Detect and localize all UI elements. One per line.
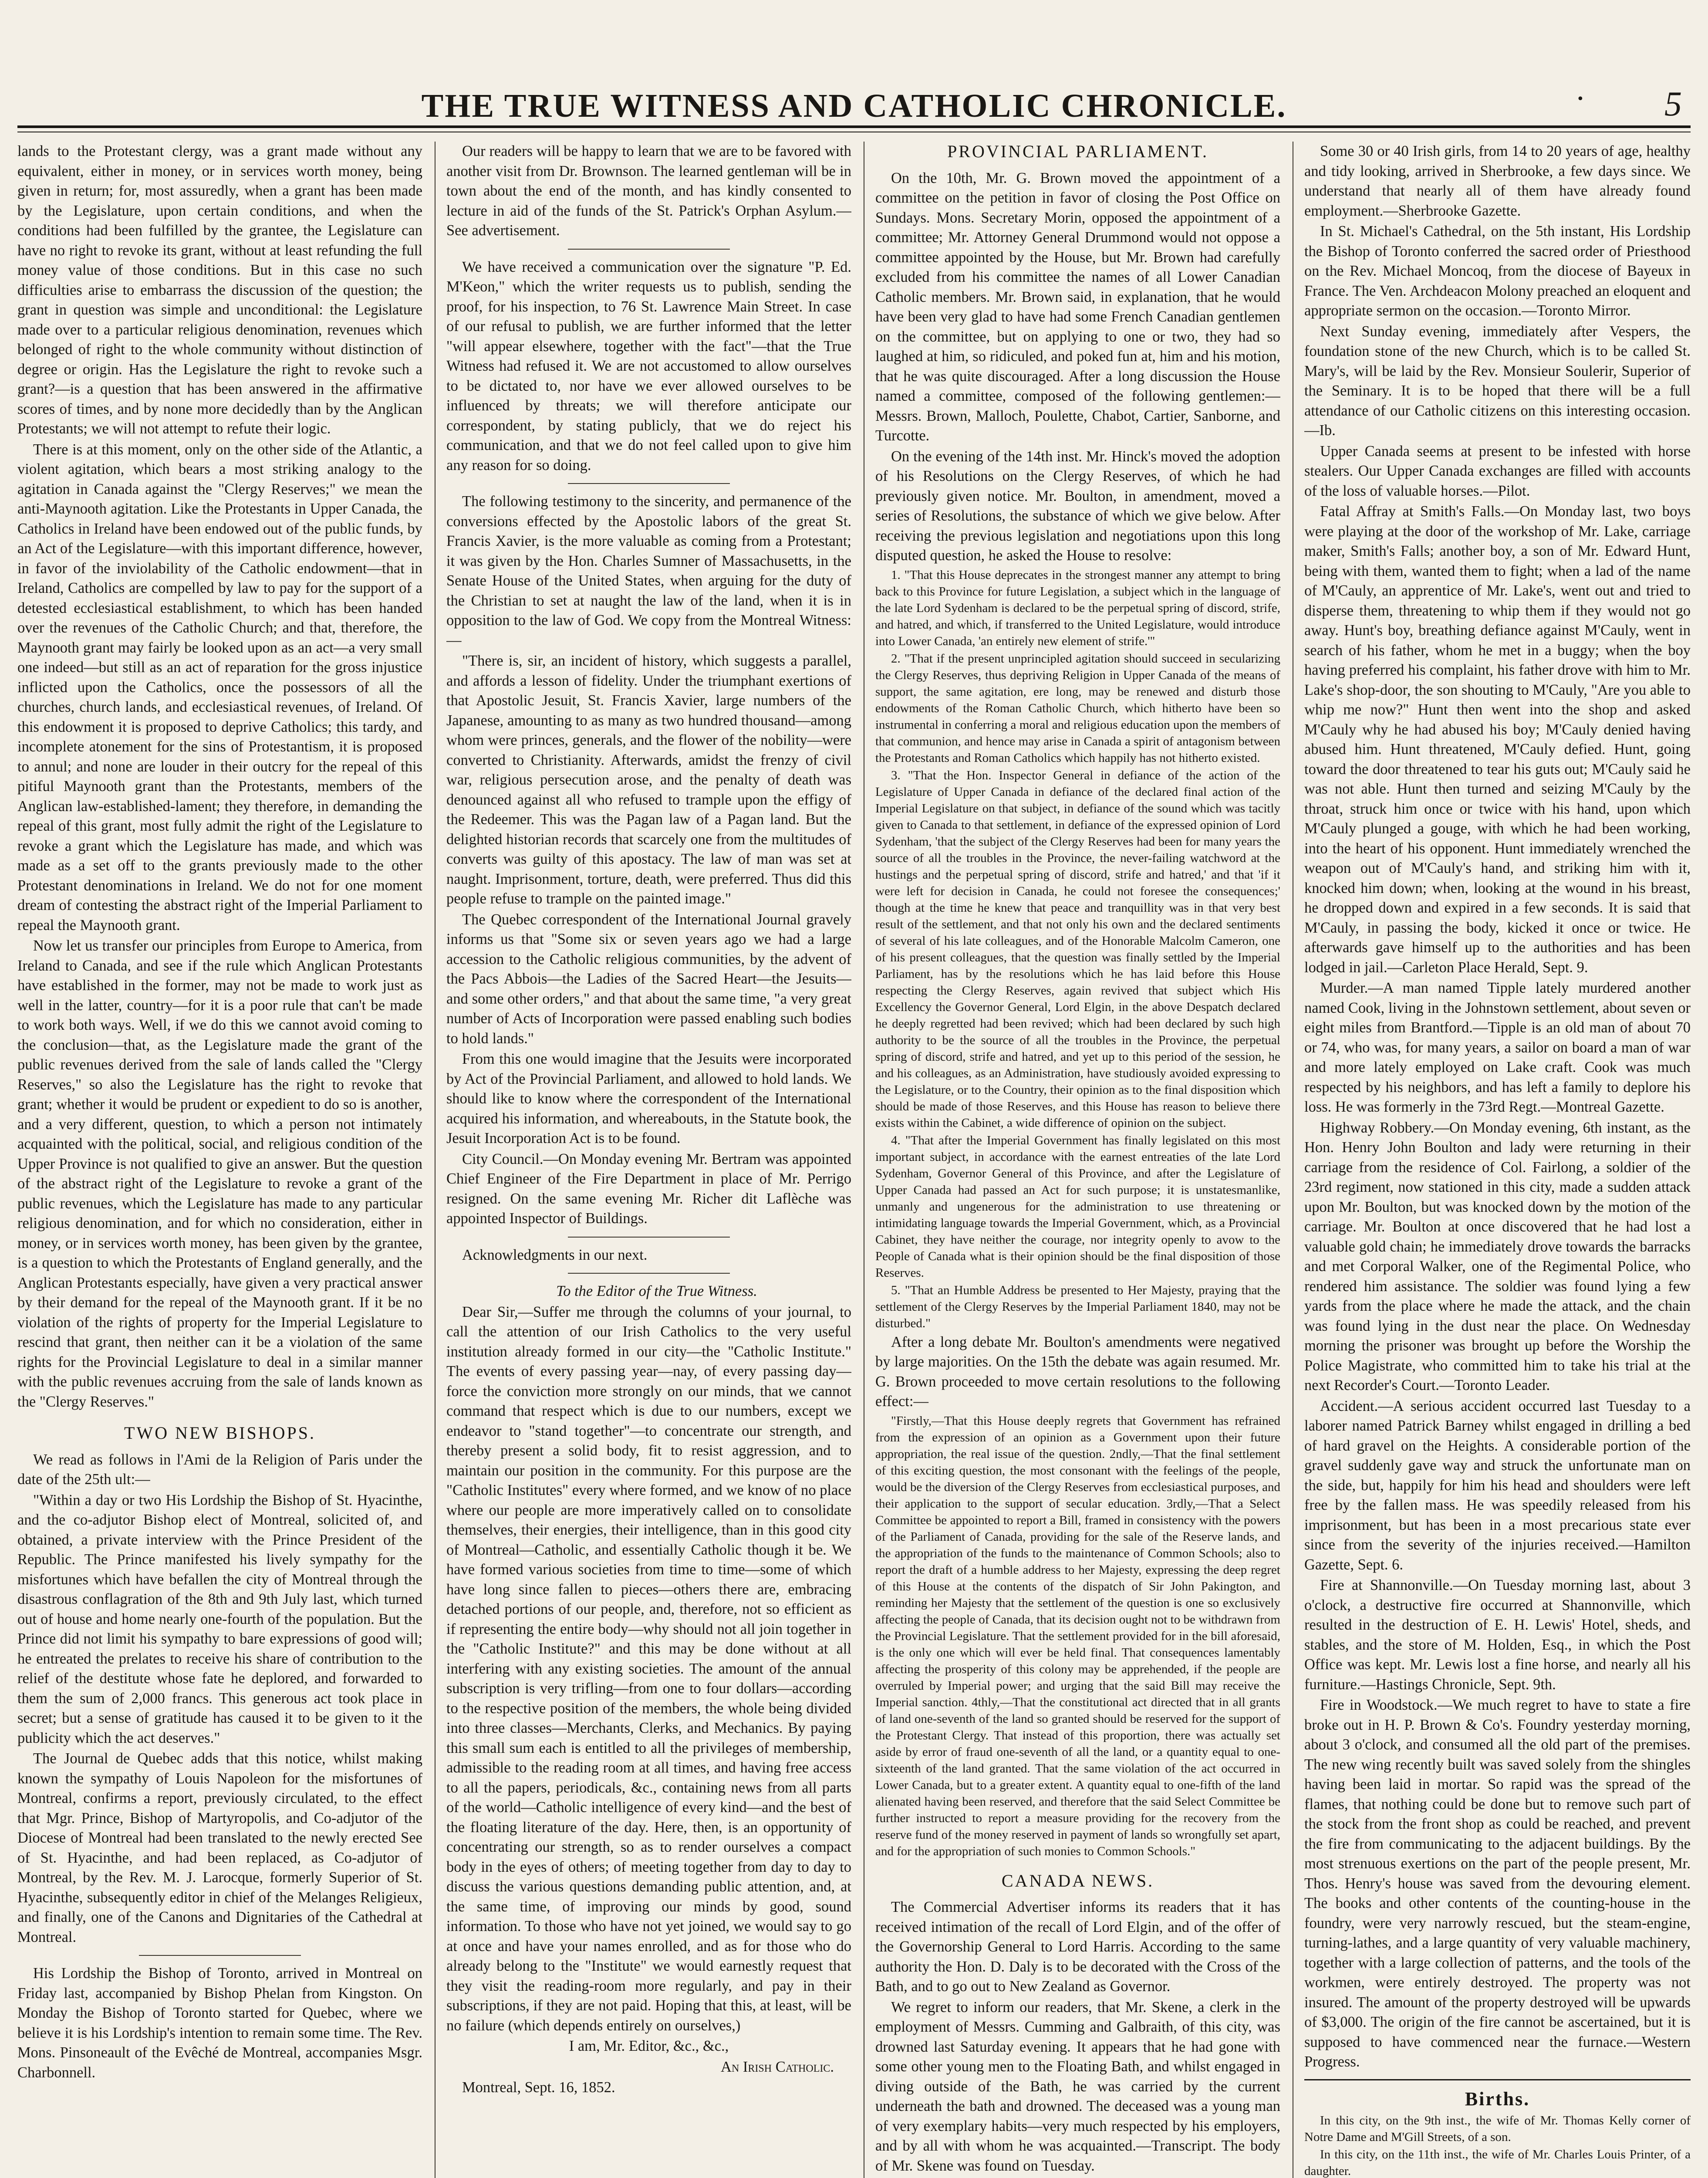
column-2 xyxy=(446,142,851,2178)
article-paragraph: Our readers will be happy to learn that we are to be favored with another visit from Dr. Brownson. The learned gentleman will be in town about the end of the month, and has kindly consented to lecture in aid of the funds of the St. Patrick's Orphan Asylum.—See advertisement. xyxy=(446,143,851,239)
article-paragraph: His Lordship the Bishop of Toronto, arrived in Montreal on Friday last, accompanied by Bishop Phelan from Kingston. On Monday the Bishop of Toronto started for Quebec, where we believe it is his Lordship's intention to remain some time. The Rev. Mons. Pinsoneault of the Evêché de Montreal, accompanies Msgr. Charbonnell. xyxy=(17,1965,422,2081)
article-paragraph: City Council.—On Monday evening Mr. Bertram was appointed Chief Engineer of the Fire Department in place of Mr. Perrigo resigned. On the same evening Mr. Richer dit Laflèche was appointed Inspector of Buildings. xyxy=(446,1150,851,1227)
column-3 xyxy=(875,142,1280,2178)
article-paragraph: Fire at Shannonville.—On Tuesday morning last, about 3 o'clock, a destructive fire occurred at Shannonville, which resulted in the destruction of E. H. Lewis' Hotel, sheds, and stables, and the store of M. Holden, Esq., in which the Post Office was kept. Mr. Lewis lost a fine horse, and nearly all his furniture.—Hastings Chronicle, Sept. 9th. xyxy=(1304,1577,1691,1693)
birth-notice: In this city, on the 11th inst., the wife of Mr. Charles Louis Printer, of a daughter. xyxy=(1304,2148,1691,2178)
article-paragraph: "Within a day or two His Lordship the Bishop of St. Hyacinthe, and the co-adjutor Bishop elect of Montreal, solicited of, and obtained, a private interview with the Prince President of the Republic. The Prince manifested his lively sympathy for the misfortunes which have befallen the city of Montreal through the disastrous conflagration of the 8th and 9th July last, which turned out of house and home nearly one-fourth of the population. But the Prince did not limit his sympathy to bare expressions of good will; he entreated the prelates to receive his share of contribution to the relief of the destitute whose fate he deplored, and forwarded to them the sum of 2,000 francs. This generous act took place in secret; but a sense of gratitude has caused it to be given to it the publicity which the act deserves." xyxy=(17,1491,422,1746)
resolution-text: 3. "That the Hon. Inspector General in defiance of the action of the Legislature of Upper Canada in defiance of the declared final action of the Imperial Legislature on that subject, in defiance of the sound which was tacitly given to Canada to that settlement, in defiance of the expressed opinion of Lord Sydenham, 'that the subject of the Clergy Reserves had been for many years the source of all the troubles in the Province, the never-failing watchword at the hustings and the perpetual spring of discord, strife and hatred,' and that 'if it were left for decision in Canada, he could not foresee the consequences;' though at the time he knew that peace and tranquillity was in that very best result of the settlement, and that not only his own and the declared sentiments of several of his late colleagues, and of the Honorable Malcolm Cameron, one of his present colleagues, that the question was finally settled by the Imperial Parliament, has by the resolutions which he has laid before this House respecting the Clergy Reserves, again revived that subject which His Excellency the Governor General, Lord Elgin, in the above Despatch declared he deeply regretted had been revived; which had been declared by such high authority to be the source of all the troubles in the Province, the perpetual spring of discord, strife and hatred, and yet up to this period of the session, he and his colleagues, as an Administration, have studiously avoided expressing to the Legislature, or to the Country, their opinion as to the final disposition which should be made of those Reserves, and this House has reason to believe there exists within the Cabinet, a wide difference of opinion on the subject. xyxy=(875,768,1280,1130)
birth-notice: In this city, on the 9th inst., the wife of Mr. Thomas Kelly corner of Notre Dame and M'Gill Streets, of a son. xyxy=(1304,2114,1691,2144)
article-paragraph: Upper Canada seems at present to be infested with horse stealers. Our Upper Canada exchanges are filled with accounts of the loss of valuable horses.—Pilot. xyxy=(1304,443,1691,499)
masthead-rule xyxy=(17,125,1691,128)
section-rule xyxy=(1304,2079,1691,2080)
page-columns xyxy=(17,142,1691,2178)
letter-body: Dear Sir,—Suffer me through the columns of your journal, to call the attention of our Irish Catholics to the very useful institution already formed in our city—the "Catholic Institute." The events of every passing year—nay, of every passing day—force the conviction more strongly on our minds, that we cannot command that respect which is due to our numbers, except we endeavor to "stand together"—to concentrate our strength, and thereby present a solid body, fit to resist aggression, and to maintain our position in the community. For this purpose are the "Catholic Institutes" every where formed, and we know of no place where our people are more imperatively called on to consolidate themselves, their energies, their intelligence, than in this good city of Montreal—Catholic, and essentially Catholic though it be. We have formed various societies from time to time—some of which have long since fallen to pieces—others there are, embracing detached portions of our people, and, therefore, not so efficient as if representing the entire body—why should not all join together in the "Catholic Institute?" and this may be done without at all interfering with any existing societies. The amount of the annual subscription is very trifling—from one to four dollars—according to the respective position of the members, the whole being divided into three classes—Merchants, Clerks, and Mechanics. By paying this small sum each is entitled to all the privileges of membership, admissible to the reading room at all times, and having free access to all the papers, periodicals, &c., containing news from all parts of the world—Catholic intelligence of every kind—and the best of the floating literature of the day. Here, then, is an opportunity of concentrating our strength, so as to render ourselves a compact body in the eyes of others; of meeting together from day to day to discuss the various questions demanding public attention, and, at the same time, of improving our minds by good, sound information. To those who have not yet joined, we would say to go at once and have your names enrolled, and as for those who do already belong to the "Institute" we would earnestly request that they visit the reading-room more regularly, and pay in their subscriptions, if they are not paid. Hoping that this, at least, will be no failure (which depends entirely on ourselves,) xyxy=(446,1303,851,2034)
article-paragraph: Fire in Woodstock.—We much regret to have to state a fire broke out in H. P. Brown & Co's. Foundry yesterday morning, about 3 o'clock, and consumed all the old part of the premises. The new wing recently built was saved solely from the shingles having been laid in mortar. So rapid was the spread of the flames, that nothing could be done but to remove such part of the stock from the front shop as could be reached, and prevent the fire from communicating to the adjacent buildings. By the most strenuous exertions on the part of the people present, Mr. Thos. Henry's house was saved from the devouring element. The books and other contents of the counting-house in the foundry, were very narrowly rescued, but the steam-engine, turning-lathes, and a large quantity of very valuable machinery, together with a large collection of patterns, and the tools of the workmen, were entirely destroyed. The property was not insured. The amount of the property destroyed will be upwards of $3,000. The origin of the fire cannot be ascertained, but it is supposed to have commenced near the furnace.—Western Progress. xyxy=(1304,1697,1691,2070)
separator xyxy=(568,483,730,484)
resolution-text: 5. "That an Humble Address be presented to Her Majesty, praying that the settlement of the Clergy Reserves by the Imperial Parliament 1840, may not be disturbed." xyxy=(875,1283,1280,1330)
article-paragraph: Murder.—A man named Tipple lately murdered another named Cook, living in the Johnstown settlement, about seven or eight miles from Brantford.—Tipple is an old man of about 70 or 74, who was, for many years, a sailor on board a man of war and more lately employed on Lake craft. Cook was much respected by his neighbors, and has left a family to deplore his loss. He was formerly in the 73rd Regt.—Montreal Gazette. xyxy=(1304,980,1691,1115)
separator xyxy=(568,249,730,250)
article-paragraph: In St. Michael's Cathedral, on the 5th instant, His Lordship the Bishop of Toronto conferred the sacred order of Priesthood on the Rev. Michael Moncoq, from the diocese of Bayeux in France. The Ven. Archdeacon Molony preached an eloquent and appropriate sermon on the occasion.—Toronto Mirror. xyxy=(1304,223,1691,319)
section-heading: PROVINCIAL PARLIAMENT. xyxy=(947,142,1208,161)
article-paragraph: We have received a communication over the signature "P. Ed. M'Keon," which the writer requests us to publish, sending the proof, for his inspection, to 76 St. Lawrence Main Street. In case of our refusal to publish, we are further informed that the letter "will appear elsewhere, together with the fact"—that the True Witness had refused it. We are not accustomed to allow ourselves to be dictated to, nor have we ever allowed ourselves to be influenced by threats; we will therefore anticipate our correspondent, by stating publicly, that we do reject his communication, and that we do not feel called upon to give him any reason for so doing. xyxy=(446,258,851,473)
column-4 xyxy=(1304,142,1691,2178)
letter-heading: To the Editor of the True Witness. xyxy=(556,1283,757,1299)
section-heading: CANADA NEWS. xyxy=(1001,1870,1154,1891)
resolution-text: 2. "That if the present unprincipled agitation should succeed in secularizing the Clergy Reserves, thus depriving Religion in Upper Canada of the means of support, the same agitation, ere long, may be renewed and disturb those endowments of the Roman Catholic Church, which hitherto have been so instrumental in conferring a moral and religious education upon the members of that communion, and hence may arise in Canada a spirit of antagonism between the Protestants and Roman Catholics which happily has not hitherto existed. xyxy=(875,651,1280,765)
letter-dateline: Montreal, Sept. 16, 1852. xyxy=(462,2079,615,2096)
letter-closing: I am, Mr. Editor, &c., &c., xyxy=(569,2038,729,2054)
article-paragraph: Fatal Affray at Smith's Falls.—On Monday last, two boys were playing at the door of the workshop of Mr. Lake, carriage maker, Smith's Falls; another boy, a son of Mr. Edward Hunt, being with them, wanted them to fight; when a lad of the name of M'Cauly, an apprentice of Mr. Lake's, went out and tried to disperse them, threatening to whip them if they would not go away. Hunt's boy, breathing defiance against M'Cauly, went in search of his father, whom he met in a buggy; when the boy having preferred his complaint, his father drove with him to Mr. Lake's shop-door, the son shouting to M'Cauly, "Are you able to whip me now?" Hunt then went into the shop and asked M'Cauly why he had abused his boy; M'Cauly denied having abused him. Hunt threatened, M'Cauly defied. Hunt, going toward the door threatened to tear his guts out; M'Cauly said he was not able. Hunt then turned and seizing M'Cauly by the throat, struck him once or twice with his hand, upon which M'Cauly plunged a gouge, with which he had been working, into the heart of his opponent. Hunt immediately wrenched the weapon out of M'Cauly's hand, and striking him with it, knocked him down; when, looking at the wound in his breast, he dropped down and expired in a few seconds. It is said that M'Cauly, in passing the body, kicked it once or twice. He afterwards gave himself up to the authorities and has been lodged in jail.—Carleton Place Herald, Sept. 9. xyxy=(1304,503,1691,976)
article-paragraph: The Journal de Quebec adds that this notice, whilst making known the sympathy of Louis Napoleon for the misfortunes of Montreal, confirms a report, previously circulated, to the effect that Mgr. Prince, Bishop of Martyropolis, and Co-adjutor of the Diocese of Montreal had been translated to the newly erected See of St. Hyacinthe, and had been replaced, as Co-adjutor of Montreal, by the Rev. M. J. Larocque, formerly Superior of St. Hyacinthe, subsequently editor in chief of the Melanges Religieux, and finally, one of the Canons and Dignitaries of the Cathedral at Montreal. xyxy=(17,1750,422,1945)
article-paragraph: There is at this moment, only on the other side of the Atlantic, a violent agitation, which bears a most striking analogy to the agitation in Canada against the "Clergy Reserves;" we mean the anti-Maynooth agitation. Like the Protestants in Upper Canada, the Catholics in Ireland have been endowed out of the public funds, by an Act of the Legislature—with this important difference, however, in favor of the inviolability of the Catholic endowment—that in Ireland, Catholics are compelled by law to pay for the support of a detested ecclesiastical establishment, to which has been handed over the revenues of the Catholic Church; and that, therefore, the Maynooth grant may fairly be looked upon as an act—a very small one indeed—but still as an act of reparation for the gross injustice inflicted upon the Catholics, once the possessors of all the churches, church lands, and ecclesiastical revenues, of Ireland. Of this endowment it is proposed to deprive Catholics; this tardy, and incomplete atonement for the sins of Protestantism, it is proposed to annul; and none are louder in their outcry for the repeal of this pitiful Maynooth grant than the Protestants, members of the Anglican law-established-lament; they therefore, in demanding the repeal of this grant, most fully admit the right of the Legislature to revoke a grant which the Legislature has made, and which was made as a set off to the grants previously made to the other Protestant denominations in Ireland. We do not for one moment dream of contesting the abstract right of the Imperial Parliament to repeal the Maynooth grant. xyxy=(17,441,422,933)
separator xyxy=(568,1273,730,1274)
births-heading: Births. xyxy=(1465,2088,1530,2110)
article-paragraph: The Commercial Advertiser informs its readers that it has received intimation of the recall of Lord Elgin, and of the offer of the Governorship General to Lord Harris. According to the same authority the Hon. D. Daly is to be decorated with the Cross of the Bath, and to go out to New Zealand as Governor. xyxy=(875,1899,1280,1995)
article-paragraph: Next Sunday evening, immediately after Vespers, the foundation stone of the new Church, which is to be called St. Mary's, will be laid by the Rev. Monsieur Soulerir, Superior of the Seminary. It is to be hoped that there will be a full attendance of our Catholic citizens on this interesting occasion.—Ib. xyxy=(1304,323,1691,439)
resolution-text: 4. "That after the Imperial Government has finally legislated on this most important subject, in accordance with the earnest entreaties of the late Lord Sydenham, Governor General of this Province, and after the Legislature of Upper Canada had passed an Act for such purpose; it is unstatesmanlike, unmanly and ungenerous for the administration to use threatening or intimidating language towards the Imperial Government, which, as a Provincial Cabinet, they have neither the courage, nor integrity openly to avow to the People of Canada what is their opinion should be the final disposition of those Reserves. xyxy=(875,1133,1280,1280)
acknowledgment-note: Acknowledgments in our next. xyxy=(462,1246,648,1263)
separator xyxy=(139,1955,301,1956)
article-paragraph: Now let us transfer our principles from Europe to America, from Ireland to Canada, and see if the rule which Anglican Protestants have established in the former, may not be made to work just as well in the latter, country—for it is a poor rule that can't be made to work both ways. Well, if we do this we cannot avoid coming to the conclusion—that, as the Legislature made the grant of the public revenues derived from the sale of lands called the "Clergy Reserves," so also the Legislature has the right to revoke that grant; whether it would be prudent or expedient to do so is another, and a very different, question, to which a person not intimately acquainted with the political, social, and religious condition of the Upper Province is not qualified to give an answer. But the question of the abstract right of the Legislature to revoke a grant of the public revenues, which the Legislature has made to any particular religious denomination, and for which no consideration, either in money, or in services worth money, has been given by the grantee, is a question to which the Protestants of England generally, and the Anglican Protestants especially, have given a very practical answer by their demand for the repeal of the Maynooth grant. If it be no violation of the rights of property for the Imperial Legislature to rescind that grant, then neither can it be a violation of the same rights for the Provincial Legislature to deal in a similar manner with the public revenues accruing from the sale of lands known as the "Clergy Reserves." xyxy=(17,937,422,1410)
resolution-text: 1. "That this House deprecates in the strongest manner any attempt to bring back to this Province for future Legislation, a subject which in the language of the late Lord Sydenham is declared to be the perpetual spring of discord, strife, and hatred, and which, if transferred to the United Legislature, would introduce into Lower Canada, 'an entirely new element of strife.'" xyxy=(875,568,1280,648)
masthead xyxy=(17,70,1691,135)
article-paragraph: The following testimony to the sincerity, and permanence of the conversions effected by the Apostolic labors of the great St. Francis Xavier, is the more valuable as coming from a Protestant; it was given by the Hon. Charles Sumner of Massachusetts, in the Senate House of the United States, when arguing for the duty of the Christian to set at naught the law of the land, when it is in opposition to the law of God. We copy from the Montreal Witness:— xyxy=(446,493,851,649)
resolution-text: "Firstly,—That this House deeply regrets that Government has refrained from the expression of an opinion as a Government upon their future appropriation, the real issue of the question. 2ndly,—That the final settlement of this exciting question, the most consonant with the feelings of the people, would be the diversion of the Clergy Reserves from ecclesiastical purposes, and their application to the support of secular education. 3rdly,—That a Select Committee be appointed to report a Bill, framed in consistency with the powers of the Parliament of Canada, providing for the sale of the Reserve lands, and the appropriation of the funds to the maintenance of Common Schools; also to report the draft of a humble address to her Majesty, expressing the deep regret of this House at the contents of the dispatch of Sir John Pakington, and reminding her Majesty that the settlement of the question is one so exclusively affecting the people of Canada, that its decision ought not to be withdrawn from the Provincial Legislature. That the settlement provided for in the bill aforesaid, is the only one which will ever be held final. That consequences lamentably affecting the prosperity of this colony may be apprehended, if the people are overruled by Imperial power; and urging that the said Bill may receive the Imperial sanction. 4thly,—That the constitutional act directed that in all grants of land one-seventh of the land so granted should be reserved for the support of the Protestant Clergy. That instead of this proportion, there was actually set aside by error of fraud one-seventh of all the land, or a quantity equal to one-sixteenth of the land granted. That the same violation of the act occurred in Lower Canada, but to a greater extent. A quantity equal to one-fifth of the land alienated having been reserved, and therefore that the said Select Committee be further instructed to report a measure providing for the recovery from the reserve fund of the money reserved in payment of lands so wrongfully set apart, and for the appropriation of such monies to Common Schools." xyxy=(875,1414,1280,1858)
article-paragraph: Accident.—A serious accident occurred last Tuesday to a laborer named Patrick Barney whilst engaged in drilling a bed of hard gravel on the Heights. A considerable portion of the gravel suddenly gave way and struck the unfortunate man on the side, but, happily for him his head and shoulders were left free by the fallen mass. He was speedily released from his imprisonment, but has been in a most precarious state ever since from the severity of the injuries received.—Hamilton Gazette, Sept. 6. xyxy=(1304,1397,1691,1573)
column-1 xyxy=(17,142,422,2178)
article-paragraph: "There is, sir, an incident of history, which suggests a parallel, and affords a lesson of fidelity. Under the triumphant exertions of that Apostolic Jesuit, St. Francis Xavier, large numbers of the Japanese, amounting to as many as two hundred thousand—among whom were princes, generals, and the flower of the nobility—were converted to Christianity. Afterwards, amidst the frenzy of civil war, religious persecution arose, and the penalty of death was denounced against all who refused to trample upon the effigy of the Redeemer. This was the Pagan law of a Pagan land. But the delighted historian records that scarcely one from the multitudes of converts was guilty of this apostacy. The law of man was set at naught. Imprisonment, torture, death, were preferred. Thus did this people refuse to trample on the painted image." xyxy=(446,653,851,907)
article-paragraph: From this one would imagine that the Jesuits were incorporated by Act of the Provincial Parliament, and allowed to hold lands. We should like to know where the correspondent of the International acquired his information, and whereabouts, in the Statute book, the Jesuit Incorporation Act is to be found. xyxy=(446,1051,851,1146)
page-number: 5 xyxy=(1664,85,1682,123)
article-paragraph: Highway Robbery.—On Monday evening, 6th instant, as the Hon. Henry John Boulton and lady were returning in their carriage from the residence of Col. Fairlong, a soldier of the 23rd regiment, now stationed in this city, made a sudden attack upon Mr. Boulton, but was knocked down by the motion of the carriage. Mr. Boulton at once discovered that he had lost a valuable gold chain; he immediately drove towards the barracks and met Corporal Walker, one of the Regimental Police, who rendered him assistance. The soldier was found lying a few yards from the place where he made the attack, and the chain was found lying in the dust near the place. On Wednesday morning the prisoner was brought up before the Worship the Police Magistrate, who committed him to take his trial at the next Recorder's Court.—Toronto Leader. xyxy=(1304,1119,1691,1393)
article-paragraph: On the evening of the 14th inst. Mr. Hinck's moved the adoption of his Resolutions on the Clergy Reserves, of which he had previously given notice. Mr. Boulton, in amendment, moved a series of Resolutions, the substance of which we give below. After receiving the previous legislation and negotiations upon this long disputed question, he asked the House to resolve: xyxy=(875,448,1280,564)
newspaper-title: THE TRUE WITNESS AND CATHOLIC CHRONICLE. xyxy=(421,88,1287,124)
section-heading: TWO NEW BISHOPS. xyxy=(124,1423,316,1443)
article-paragraph: The Quebec correspondent of the International Journal gravely informs us that "Some six or seven years ago we had a large accession to the Catholic religious communities, by the advent of the Pacs Abbois—the Ladies of the Sacred Heart—the Jesuits—and some other orders," and that about the same time, "a very great number of Acts of Incorporation were passed enabling such bodies to hold lands." xyxy=(446,911,851,1047)
separator xyxy=(568,1237,730,1238)
article-paragraph: We regret to inform our readers, that Mr. Skene, a clerk in the employment of Messrs. Cumming and Galbraith, of this city, was drowned last Saturday evening. It appears that he had gone with some other young men to the Floating Bath, and whilst engaged in diving outside of the Bath, he was carried by the current underneath the bath and drowned. The deceased was a young man of very exemplary habits—very much respected by his employers, and by all with whom he was acquainted.—Transcript. The body of Mr. Skene was found on Tuesday. xyxy=(875,1999,1280,2174)
letter-signature: An Irish Catholic. xyxy=(721,2058,834,2075)
article-paragraph: Some 30 or 40 Irish girls, from 14 to 20 years of age, healthy and tidy looking, arrived in Sherbrooke, a few days since. We understand that nearly all of them have already found employment.—Sherbrooke Gazette. xyxy=(1304,143,1691,219)
margin-mark: • xyxy=(1576,91,1584,107)
article-paragraph: lands to the Protestant clergy, was a grant made without any equivalent, either in money, or in services worth money, being given in return; for, most assuredly, when a grant has been made by the Legislature, upon certain conditions, and when the conditions had been fulfilled by the grantee, the Legislature can have no right to revoke its grant, without at least refunding the full money value of those conditions. But in this case no such difficulties arise to embarrass the discussion of the question; the grant in question was simple and unconditional: the Legislature made over to a particular religious denomination, revenues which belonged of right to the whole community without distinction of degree or origin. Has the Legislature the right to revoke such a grant?—is a question that has been answered in the affirmative scores of times, and by none more decidedly than by the Anglican Protestants; we will not attempt to refute their logic. xyxy=(17,143,422,437)
article-paragraph: We read as follows in l'Ami de la Religion of Paris under the date of the 25th ult:— xyxy=(17,1451,422,1488)
article-paragraph: On the 10th, Mr. G. Brown moved the appointment of a committee on the petition in favor of closing the Post Office on Sundays. Mons. Secretary Morin, opposed the appointment of a committee; Mr. Attorney General Drummond would not oppose a committee appointed by the House, but Mr. Brown had carefully excluded from his committee the names of all Lower Canadian Catholic members. Mr. Brown said, in explanation, that he would have been very glad to have had some French Canadian gentlemen on the committee, but on applying to one or two, they had so laughed at him, so ridiculed, and poked fun at, him and his motion, that he was quite discouraged. After a long discussion the House named a committee, composed of the following gentlemen:—Messrs. Brown, Malloch, Poulette, Chabot, Cartier, Sanborne, and Turcotte. xyxy=(875,169,1280,444)
article-paragraph: After a long debate Mr. Boulton's amendments were negatived by large majorities. On the 15th the debate was again resumed. Mr. G. Brown proceeded to move certain resolutions to the following effect:— xyxy=(875,1333,1280,1410)
